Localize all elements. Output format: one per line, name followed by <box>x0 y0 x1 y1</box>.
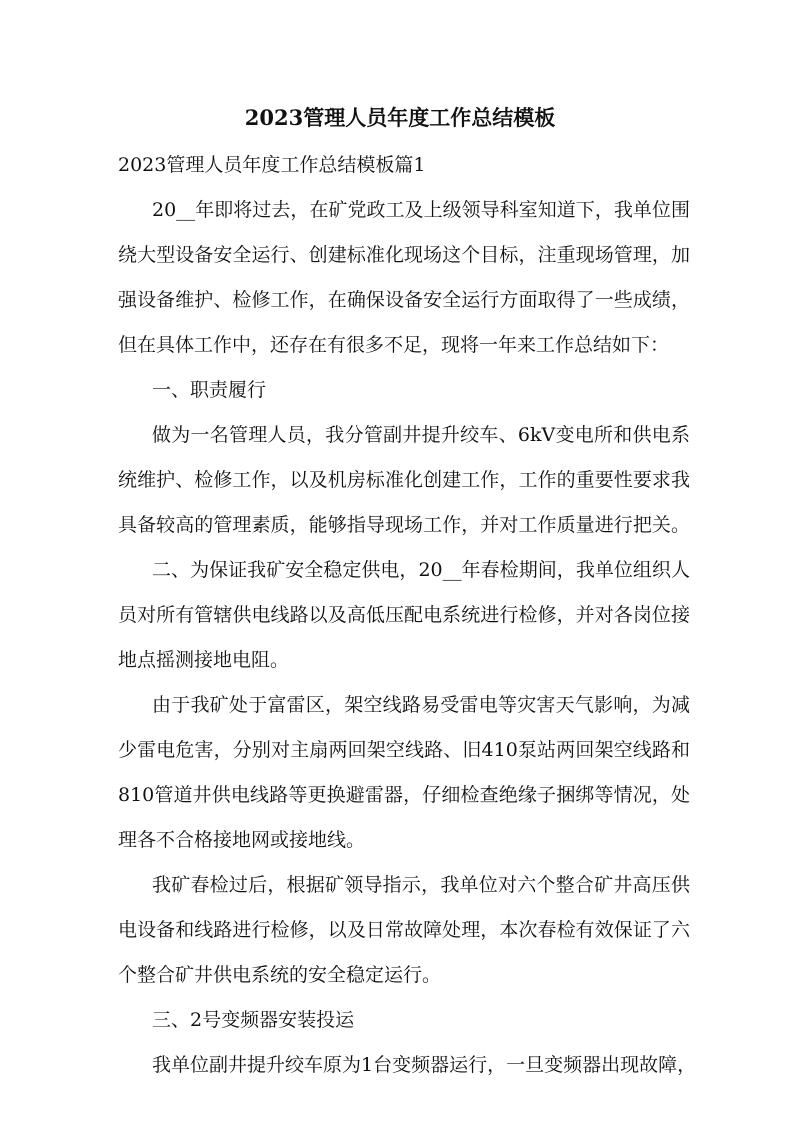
paragraph-line: 理各不合格接地网或接地线。 <box>118 829 366 851</box>
section-heading: 三、2号变频器安装投运 <box>152 1009 355 1031</box>
paragraph-line: 由于我矿处于富雷区，架空线路易受雷电等灾害天气影响，为减 <box>152 694 690 716</box>
paragraph-line: 个整合矿井供电系统的安全稳定运行。 <box>118 964 442 986</box>
paragraph-line: 员对所有管辖供电线路以及高低压配电系统进行检修，并对各岗位接 <box>118 604 690 626</box>
paragraph-line: 绕大型设备安全运行、创建标准化现场这个目标，注重现场管理，加 <box>118 244 690 266</box>
paragraph-line: 电设备和线路进行检修，以及日常故障处理，本次春检有效保证了六 <box>118 919 690 941</box>
paragraph-line: 我矿春检过后，根据矿领导指示，我单位对六个整合矿井高压供 <box>152 874 690 896</box>
paragraph-line: 20__年即将过去，在矿党政工及上级领导科室知道下，我单位围 <box>152 199 690 221</box>
paragraph-line: 地点摇测接地电阻。 <box>118 649 290 671</box>
paragraph-line: 二、为保证我矿安全稳定供电，20__年春检期间，我单位组织人 <box>152 559 690 581</box>
paragraph-line: 做为一名管理人员，我分管副井提升绞车、6kV变电所和供电系 <box>152 424 690 446</box>
paragraph-line: 810管道井供电线路等更换避雷器，仔细检查绝缘子捆绑等情况，处 <box>118 784 690 806</box>
paragraph-line: 具备较高的管理素质，能够指导现场工作，并对工作质量进行把关。 <box>118 514 690 536</box>
section-heading: 一、职责履行 <box>152 379 267 401</box>
paragraph-line: 我单位副井提升绞车原为1台变频器运行，一旦变频器出现故障， <box>152 1054 697 1076</box>
document-subtitle: 2023管理人员年度工作总结模板篇1 <box>118 154 426 176</box>
paragraph-line: 强设备维护、检修工作，在确保设备安全运行方面取得了一些成绩， <box>118 289 690 311</box>
document-title: 2023管理人员年度工作总结模板 <box>244 105 556 130</box>
paragraph-line: 但在具体工作中，还存在有很多不足，现将一年来工作总结如下： <box>118 334 670 356</box>
paragraph-line: 少雷电危害，分别对主扇两回架空线路、旧410泵站两回架空线路和 <box>118 739 690 761</box>
paragraph-line: 统维护、检修工作，以及机房标准化创建工作，工作的重要性要求我 <box>118 469 690 491</box>
